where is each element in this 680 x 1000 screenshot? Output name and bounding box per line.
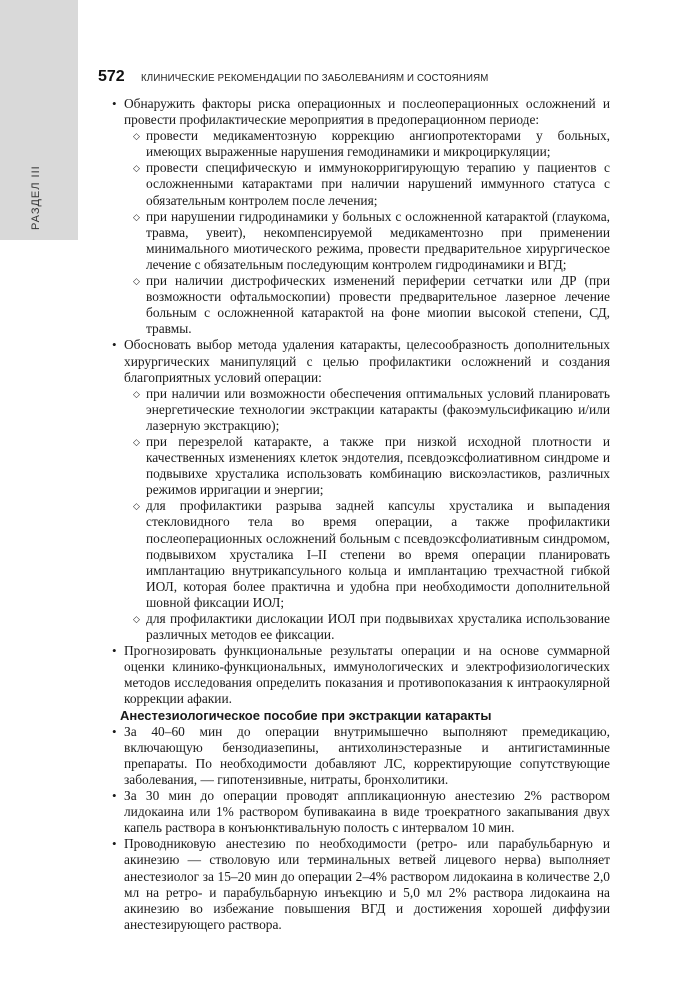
running-head: КЛИНИЧЕСКИЕ РЕКОМЕНДАЦИИ ПО ЗАБОЛЕВАНИЯМ И СОСТОЯНИЯМ bbox=[140, 72, 489, 84]
section-tab bbox=[0, 0, 78, 240]
bullet-list-2 bbox=[124, 724, 610, 933]
list-item bbox=[124, 643, 610, 707]
section-heading: Анестезиологическое пособие при экстракции катаракты bbox=[120, 707, 492, 723]
list-item: • За 30 мин до операции проводят аппликационную анестезию 2% раствором лидокаина или 1% раствором бупивакаина в виде троекратного закапывания двух капель раствора в конъюнктивальную полость с интервалом 10 мин. bbox=[124, 788, 610, 836]
sub-list-item: ◇ при нарушении гидродинамики у больных с осложненной катарактой (глаукома, травма, увеит), некомпенсируемой медикаментозно при применении минимального миотического режима, провести предварительное хирургическое лечение с обязательным последующим контролем гидродинамики и ВГД; bbox=[146, 209, 610, 273]
sub-list bbox=[146, 128, 610, 337]
sub-list-item: ◇ при наличии или возможности обеспечения оптимальных условий планировать энергетические технологии экстракции катаракты (факоэмульсификацию и/или лазерную экстракцию); bbox=[146, 386, 610, 434]
sub-list-item: ◇ для профилактики дислокации ИОЛ при подвывихах хрусталика использование различных методов ее фиксации. bbox=[146, 611, 610, 643]
page-body bbox=[120, 96, 610, 933]
sub-list bbox=[146, 386, 610, 644]
list-item-text: • Обнаружить факторы риска операционных и послеоперационных осложнений и провести профилактические мероприятия в предоперационном периоде: bbox=[124, 96, 610, 128]
sub-list-item: ◇ при перезрелой катаракте, а также при низкой исходной плотности и качественных изменениях клеток эндотелия, псевдоэксфолиативном синдроме и подвывихе хрусталика использовать комбинацию вискоэластиков, различных режимов ирригации и энергии; bbox=[146, 434, 610, 498]
page-header bbox=[98, 68, 618, 92]
list-item: • Проводниковую анестезию по необходимости (ретро- или парабульбарную и акинезию — стволовую или терминальных ветвей лицевого нерва) выполняет анестезиолог за 15–20 мин до операции 2–4% раствором лидокаина в количестве 2,0 мл на ретро- и парабульбарную инъекцию и 5,0 мл 2% раствора лидокаина на акинезию во избежание повышения ВГД и достижения хорошей диффузии анестезирующего раствора. bbox=[124, 836, 610, 933]
section-tab-label: РАЗДЕЛ III bbox=[30, 165, 42, 230]
sub-list-item: ◇ провести медикаментозную коррекцию ангиопротекторами у больных, имеющих выраженные нарушения гемодинамики и микроциркуляции; bbox=[146, 128, 610, 160]
bullet-list-1 bbox=[124, 96, 610, 708]
list-item-text: • Прогнозировать функциональные результаты операции и на основе суммарной оценки клинико-функциональных, иммунологических и электрофизиологических методов исследования определить показания и противопоказания к интраокулярной коррекции афакии. bbox=[124, 643, 610, 707]
list-item bbox=[124, 96, 610, 337]
sub-list-item: ◇ провести специфическую и иммунокорригирующую терапию у пациентов с осложненными катарактами при наличии нарушений иммунного статуса с обязательным контролем после лечения; bbox=[146, 160, 610, 208]
page-number: 572 bbox=[98, 68, 125, 85]
sub-list-item: ◇ для профилактики разрыва задней капсулы хрусталика и выпадения стекловидного тела во время операции, а также профилактики послеоперационных осложнений больным с псевдоэксфолиативным синдромом, подвывихом хрусталика I–II степени во время операции планировать имплантацию внутрикапсульного кольца и имплантацию трехчастной гибкой ИОЛ, которая более практична и удобна при необходимости дополнительной шовной фиксации ИОЛ; bbox=[146, 498, 610, 611]
sub-list-item: ◇ при наличии дистрофических изменений периферии сетчатки или ДР (при возможности офтальмоскопии) провести предварительное лазерное лечение больным с осложненной катарактой на фоне миопии высокой степени, СД, травмы. bbox=[146, 273, 610, 337]
list-item: • За 40–60 мин до операции внутримышечно выполняют премедикацию, включающую бензодиазепины, антихолинэстеразные и антигистаминные препараты. По необходимости добавляют ЛС, корректирующие сопутствующие заболевания, — гипотензивные, нитраты, бронхолитики. bbox=[124, 724, 610, 788]
list-item bbox=[124, 337, 610, 643]
list-item-text: • Обосновать выбор метода удаления катаракты, целесообразность дополнительных хирургических манипуляций с целью профилактики осложнений и создания благоприятных условий операции: bbox=[124, 337, 610, 385]
